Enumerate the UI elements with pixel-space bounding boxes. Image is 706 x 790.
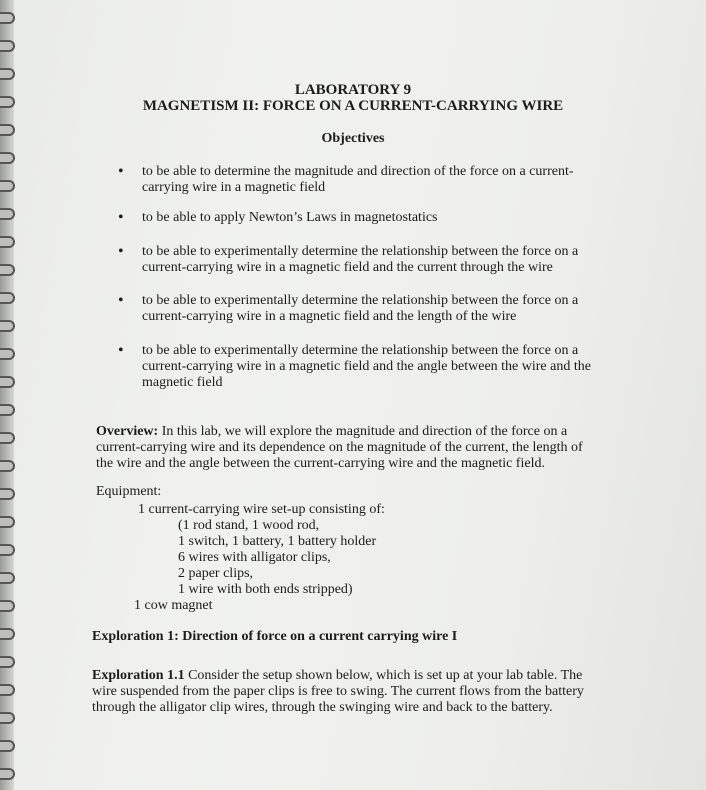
bullet-icon: • <box>118 163 124 180</box>
binding-ring <box>0 404 15 416</box>
binding-ring <box>0 264 15 276</box>
lab-number: LABORATORY 9 <box>294 82 412 98</box>
binding-ring <box>0 656 15 668</box>
binding-ring <box>0 292 15 304</box>
equipment-line: 1 cow magnet <box>134 598 213 613</box>
binding-ring <box>0 740 15 752</box>
objective-text: to be able to apply Newton’s Laws in magnetostatics <box>142 210 438 225</box>
equipment-line: 2 paper clips, <box>178 566 254 581</box>
exploration-heading: Exploration 1: Direction of force on a current carrying wire I <box>92 629 458 644</box>
binding-ring <box>0 12 15 24</box>
binding-ring <box>0 712 15 724</box>
spiral-binding <box>0 0 14 790</box>
equipment-line: 1 wire with both ends stripped) <box>178 582 353 597</box>
overview-label: Overview: <box>96 424 159 439</box>
binding-ring <box>0 544 15 556</box>
binding-ring <box>0 572 15 584</box>
binding-ring <box>0 516 15 528</box>
exploration-sub-text: Consider the setup shown below, which is set up at your lab table. The wire suspended from the paper clips is free to swing. The current flows from the battery through the alligator clip wires, through the swinging wire and back to the battery. <box>92 668 584 715</box>
binding-ring <box>0 768 15 780</box>
binding-ring <box>0 684 15 696</box>
objectives-heading: Objectives <box>321 131 385 146</box>
binding-ring <box>0 376 15 388</box>
bullet-icon: • <box>118 209 124 226</box>
objective-text: to be able to experimentally determine the relationship between the force on a current-carrying wire in a magnetic field and the angle between the wire and the magnetic field <box>142 343 591 390</box>
bullet-icon: • <box>118 292 124 309</box>
objective-text: to be able to experimentally determine the relationship between the force on a current-carrying wire in a magnetic field and the current through the wire <box>142 244 579 275</box>
binding-ring <box>0 488 15 500</box>
binding-ring <box>0 628 15 640</box>
bullet-icon: • <box>118 342 124 359</box>
binding-ring <box>0 152 15 164</box>
equipment-line: 1 current-carrying wire set-up consisting of: <box>138 502 385 517</box>
equipment-line: 1 switch, 1 battery, 1 battery holder <box>178 534 377 549</box>
exploration-paragraph <box>92 668 598 716</box>
binding-ring <box>0 68 15 80</box>
equipment-line: 6 wires with alligator clips, <box>178 550 331 565</box>
binding-ring <box>0 600 15 612</box>
objective-text: to be able to experimentally determine the relationship between the force on a current-carrying wire in a magnetic field and the length of the wire <box>142 293 579 324</box>
binding-ring <box>0 460 15 472</box>
overview-text: In this lab, we will explore the magnitude and direction of the force on a current-carrying wire and its dependence on the magnitude of the current, the length of the wire and the angle between the current-carrying wire and the magnetic field. <box>96 424 583 471</box>
binding-ring <box>0 208 15 220</box>
binding-ring <box>0 236 15 248</box>
binding-ring <box>0 320 15 332</box>
exploration-sub-label: Exploration 1.1 <box>92 668 185 683</box>
overview-paragraph <box>96 424 596 472</box>
binding-ring <box>0 432 15 444</box>
binding-ring <box>0 348 15 360</box>
binding-ring <box>0 40 15 52</box>
bullet-icon: • <box>118 243 124 260</box>
objective-text: to be able to determine the magnitude and direction of the force on a current-carrying wire in a magnetic field <box>142 164 574 195</box>
binding-ring <box>0 180 15 192</box>
equipment-line: (1 rod stand, 1 wood rod, <box>178 518 320 533</box>
equipment-label: Equipment: <box>96 484 162 499</box>
lab-title: MAGNETISM II: FORCE ON A CURRENT-CARRYING WIRE <box>142 98 564 114</box>
